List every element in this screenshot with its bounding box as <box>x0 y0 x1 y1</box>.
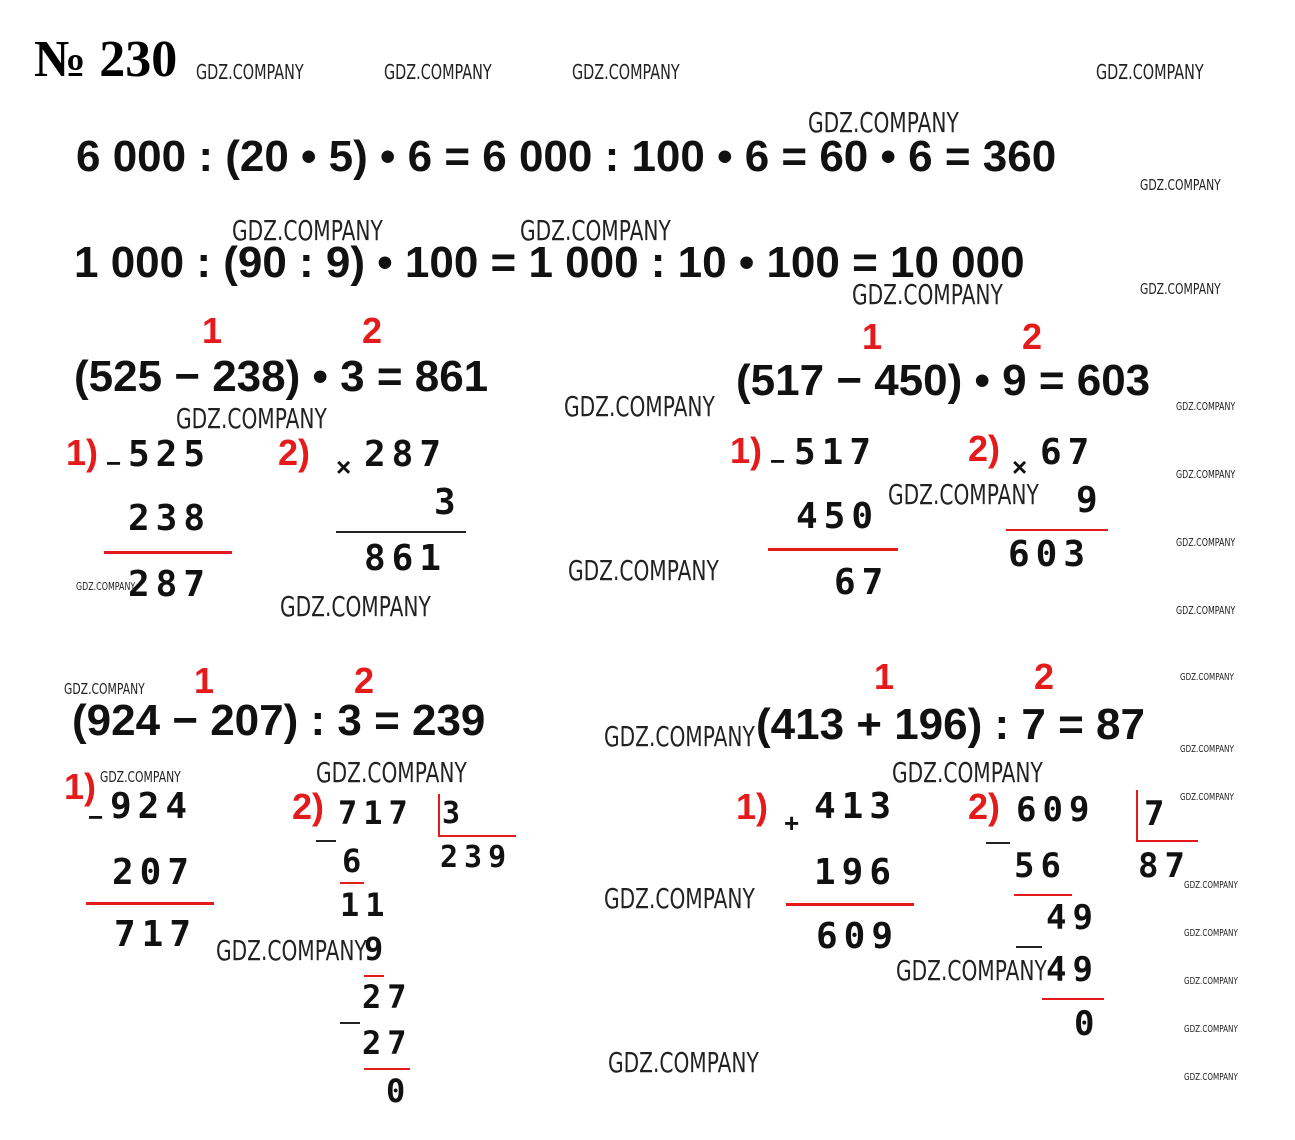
division-bar <box>1136 790 1138 842</box>
division-bar <box>1136 840 1198 842</box>
order-mark-1: 1 <box>194 660 215 701</box>
division-step: 56 <box>1014 846 1067 886</box>
watermark: GDZ.COMPANY <box>76 580 136 593</box>
multiplicand: 287 <box>364 434 448 475</box>
watermark: GDZ.COMPANY <box>852 278 1003 311</box>
subtrahend: 238 <box>128 498 212 539</box>
watermark: GDZ.COMPANY <box>64 680 145 698</box>
watermark: GDZ.COMPANY <box>1176 468 1236 481</box>
minuend: 517 <box>794 432 878 473</box>
quotient: 87 <box>1138 846 1191 886</box>
watermark: GDZ.COMPANY <box>280 590 431 623</box>
watermark: GDZ.COMPANY <box>520 214 671 247</box>
order-mark-1: 1 <box>862 316 883 357</box>
watermark: GDZ.COMPANY <box>1184 1024 1238 1035</box>
minus-sign <box>316 840 336 842</box>
dividend: 609 <box>1016 790 1096 830</box>
step-label-1: 1) <box>64 766 97 807</box>
watermark: GDZ.COMPANY <box>1184 880 1238 891</box>
watermark: GDZ.COMPANY <box>896 954 1047 987</box>
multiplier: 9 <box>1076 480 1104 521</box>
watermark: GDZ.COMPANY <box>316 756 467 789</box>
watermark: GDZ.COMPANY <box>608 1046 759 1079</box>
watermark: GDZ.COMPANY <box>808 106 959 139</box>
watermark: GDZ.COMPANY <box>1176 604 1236 617</box>
division-step: 6 <box>342 842 368 880</box>
order-mark-2: 2 <box>362 310 383 351</box>
result-line <box>364 975 384 977</box>
step-label-1: 1) <box>736 786 769 827</box>
equation-3: (525 − 238) • 3 = 861 <box>74 352 489 401</box>
subtrahend: 450 <box>796 496 880 537</box>
watermark: GDZ.COMPANY <box>384 60 492 84</box>
divisor: 3 <box>442 796 467 831</box>
difference: 287 <box>128 564 212 605</box>
step-label-2: 2) <box>968 786 1001 827</box>
result-line <box>340 882 364 884</box>
division-step: 0 <box>386 1072 412 1110</box>
quotient: 239 <box>440 840 513 875</box>
multiplier: 3 <box>434 482 462 523</box>
minus-sign <box>1016 946 1042 948</box>
watermark: GDZ.COMPANY <box>1176 536 1236 549</box>
minus-sign: − <box>770 446 786 476</box>
product: 603 <box>1008 534 1092 575</box>
equation-1: 6 000 : (20 • 5) • 6 = 6 000 : 100 • 6 = 60 • 6 = 360 <box>76 132 1057 181</box>
result-line <box>768 548 898 551</box>
watermark: GDZ.COMPANY <box>604 720 755 753</box>
watermark: GDZ.COMPANY <box>1184 928 1238 939</box>
equation-2: 1 000 : (90 : 9) • 100 = 1 000 : 10 • 100 = 10 000 <box>74 238 1025 287</box>
step-label-1: 1) <box>66 432 99 473</box>
watermark: GDZ.COMPANY <box>572 60 680 84</box>
watermark: GDZ.COMPANY <box>232 214 383 247</box>
difference: 717 <box>114 914 198 955</box>
times-sign: × <box>1012 452 1028 482</box>
product: 861 <box>364 538 448 579</box>
division-step: 49 <box>1046 950 1099 990</box>
equation-5: (924 − 207) : 3 = 239 <box>72 696 486 745</box>
result-line <box>86 902 214 905</box>
order-mark-2: 2 <box>1022 316 1043 357</box>
division-step: 0 <box>1074 1004 1101 1044</box>
divisor: 7 <box>1144 794 1171 834</box>
division-step: 27 <box>362 1024 413 1062</box>
minuend: 525 <box>128 434 212 475</box>
result-line <box>364 1068 410 1070</box>
watermark: GDZ.COMPANY <box>1180 744 1234 755</box>
result-line <box>1006 529 1108 531</box>
minus-sign <box>340 1022 360 1024</box>
result-line <box>1042 998 1104 1000</box>
division-step: 27 <box>362 978 413 1016</box>
sum: 609 <box>816 916 900 957</box>
order-mark-1: 1 <box>874 656 895 697</box>
times-sign: × <box>336 452 352 482</box>
watermark: GDZ.COMPANY <box>216 934 367 967</box>
division-bar <box>438 835 516 837</box>
watermark: GDZ.COMPANY <box>1096 60 1204 84</box>
order-mark-2: 2 <box>354 660 375 701</box>
result-line <box>786 903 914 906</box>
watermark: GDZ.COMPANY <box>1176 400 1236 413</box>
division-step: 9 <box>364 930 390 968</box>
equation-4: (517 − 450) • 9 = 603 <box>736 356 1151 405</box>
watermark: GDZ.COMPANY <box>1140 176 1221 194</box>
watermark: GDZ.COMPANY <box>100 768 181 786</box>
division-step: 49 <box>1046 898 1099 938</box>
equation-6: (413 + 196) : 7 = 87 <box>756 700 1145 749</box>
minus-sign: − <box>106 448 122 478</box>
addend-2: 196 <box>814 852 898 893</box>
step-label-2: 2) <box>968 428 1001 469</box>
problem-title: № 230 <box>34 31 178 88</box>
plus-sign: + <box>784 808 800 838</box>
watermark: GDZ.COMPANY <box>1140 280 1221 298</box>
dividend: 717 <box>338 794 414 832</box>
minus-sign: − <box>88 802 104 832</box>
result-line <box>104 551 232 554</box>
watermark: GDZ.COMPANY <box>1184 976 1238 987</box>
step-label-2: 2) <box>292 786 325 827</box>
watermark: GDZ.COMPANY <box>892 756 1043 789</box>
multiplicand: 67 <box>1040 432 1096 473</box>
division-step: 11 <box>340 886 391 924</box>
minuend: 924 <box>110 786 194 827</box>
watermark: GDZ.COMPANY <box>604 882 755 915</box>
order-mark-2: 2 <box>1034 656 1055 697</box>
order-mark-1: 1 <box>202 310 223 351</box>
division-bar <box>438 794 440 836</box>
watermark: GDZ.COMPANY <box>176 402 327 435</box>
difference: 67 <box>834 562 890 603</box>
result-line <box>336 531 466 533</box>
watermark: GDZ.COMPANY <box>888 478 1039 511</box>
watermark: GDZ.COMPANY <box>1184 1072 1238 1083</box>
watermark: GDZ.COMPANY <box>1180 672 1234 683</box>
watermark: GDZ.COMPANY <box>1180 792 1234 803</box>
watermark: GDZ.COMPANY <box>568 554 719 587</box>
step-label-2: 2) <box>278 432 311 473</box>
subtrahend: 207 <box>112 852 196 893</box>
addend-1: 413 <box>814 786 898 827</box>
watermark: GDZ.COMPANY <box>564 390 715 423</box>
watermark: GDZ.COMPANY <box>196 60 304 84</box>
step-label-1: 1) <box>730 430 763 471</box>
minus-sign <box>986 842 1010 844</box>
result-line <box>1014 894 1072 896</box>
